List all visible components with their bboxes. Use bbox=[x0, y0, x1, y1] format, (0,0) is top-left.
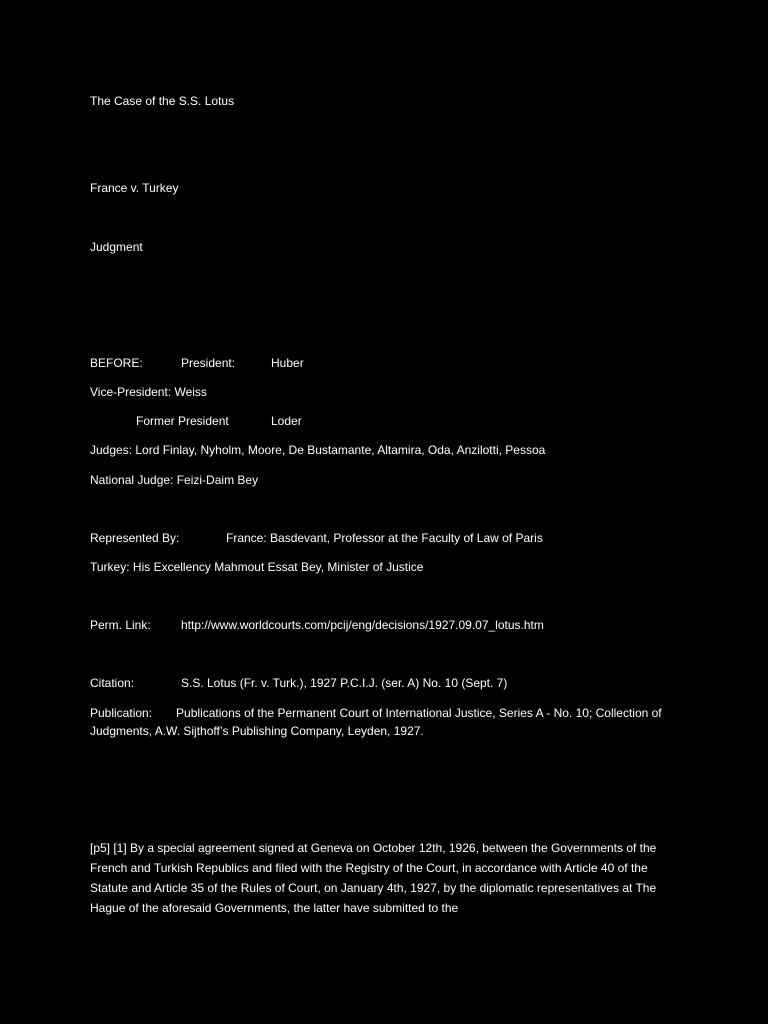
before-label: BEFORE: bbox=[90, 356, 143, 370]
represented-label: Represented By: bbox=[90, 531, 180, 545]
vice-president: Vice-President: Weiss bbox=[90, 385, 207, 399]
case-parties: France v. Turkey bbox=[90, 181, 179, 195]
document-type: Judgment bbox=[90, 240, 143, 254]
publication-text: Publications of the Permanent Court of International Justice, Series A - No. 10; Collection of Judgments, A.W. Sijthoff’s Publishing Company, Leyden, 1927. bbox=[90, 706, 662, 738]
case-title: The Case of the S.S. Lotus bbox=[90, 94, 235, 108]
former-president-name: Loder bbox=[271, 414, 302, 428]
turkey-representative: Turkey: His Excellency Mahmout Essat Bey, Minister of Justice bbox=[90, 560, 424, 574]
national-judge: National Judge: Feizi-Daim Bey bbox=[90, 473, 259, 487]
citation-label: Citation: bbox=[90, 676, 135, 690]
france-representative: France: Basdevant, Professor at the Faculty of Law of Paris bbox=[226, 531, 543, 545]
president-name: Huber bbox=[271, 356, 304, 370]
publication-label: Publication: bbox=[90, 706, 153, 720]
perm-link-url[interactable]: http://www.worldcourts.com/pcij/eng/decisions/1927.09.07_lotus.htm bbox=[181, 618, 544, 632]
citation-text: S.S. Lotus (Fr. v. Turk.), 1927 P.C.I.J. (ser. A) No. 10 (Sept. 7) bbox=[181, 676, 508, 690]
body-paragraph: [p5] [1] By a special agreement signed at Geneva on October 12th, 1926, between the Governments of the French and Turkish Republics and filed with the Registry of the Court, in accordance with Article 40 of the Statute and Article 35 of the Rules of Court, on January 4th, 1927, by the diplomatic representatives at The Hague of the aforesaid Governments, the latter have submitted to the bbox=[90, 841, 657, 915]
publication-block bbox=[90, 704, 680, 740]
former-president-label: Former President bbox=[136, 414, 229, 428]
perm-link-label: Perm. Link: bbox=[90, 618, 151, 632]
judges-list: Judges: Lord Finlay, Nyholm, Moore, De Bustamante, Altamira, Oda, Anzilotti, Pessoa bbox=[90, 443, 546, 457]
president-label: President: bbox=[181, 356, 236, 370]
